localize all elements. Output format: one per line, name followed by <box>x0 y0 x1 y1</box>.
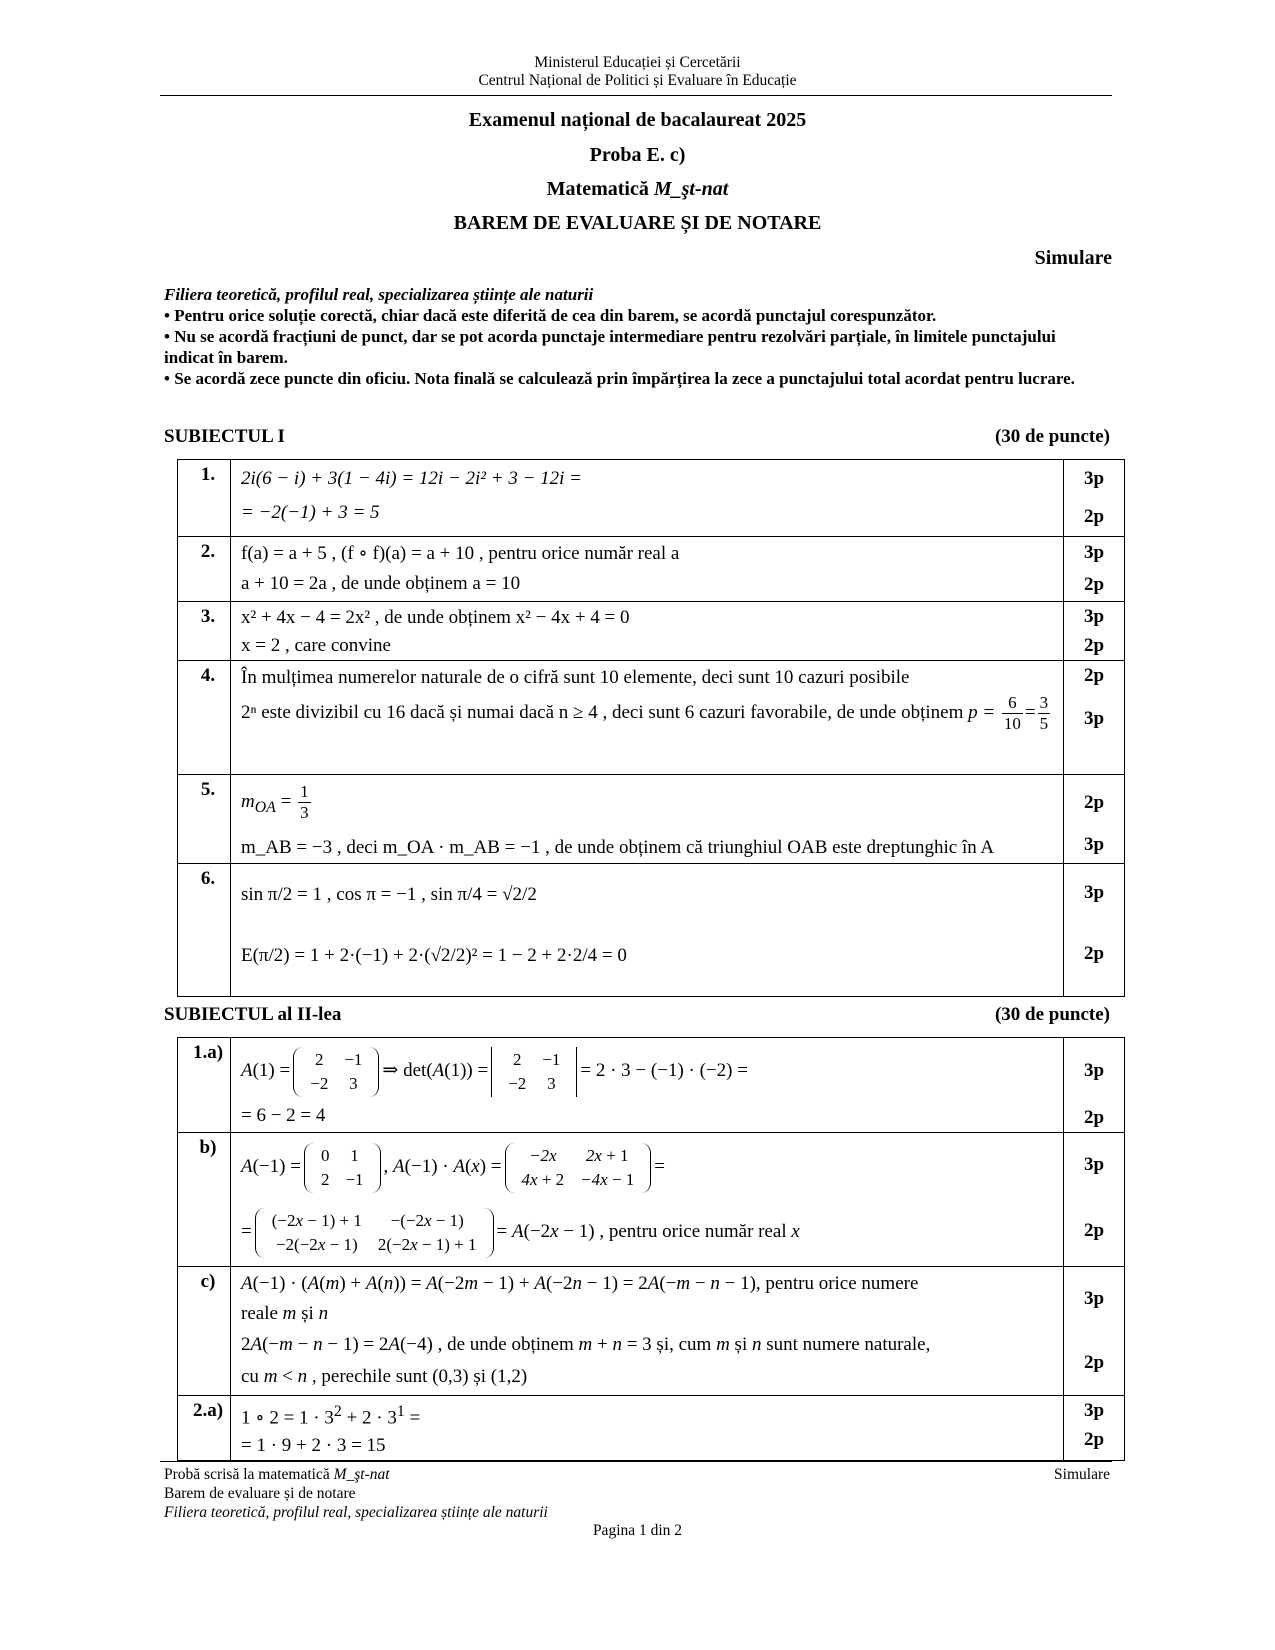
points-value: 2p <box>1083 1107 1105 1128</box>
answer-line: x² + 4x − 4 = 2x² , de unde obținem x² − 4x + 4 = 0 <box>241 607 630 628</box>
table-row <box>178 1038 1125 1133</box>
points-value: 3p <box>1083 1400 1105 1421</box>
subject-profile: M_şt-nat <box>653 178 729 200</box>
subject1-heading <box>164 426 1110 448</box>
item-number: 3. <box>200 606 216 627</box>
answer-line: m_AB = −3 , deci m_OA · m_AB = −1 , de unde obținem că triunghiul OAB este dreptunghic în A <box>241 836 995 858</box>
answer-text: , pentru orice numere <box>755 1273 919 1294</box>
footer <box>164 1465 1110 1522</box>
header-divider <box>160 95 1112 96</box>
item-number: c) <box>200 1271 216 1292</box>
answer-line: = 1 · 9 + 2 · 3 = 15 <box>241 1435 386 1457</box>
exam-title: Examenul național de bacalaureat 2025 <box>468 109 807 131</box>
table-row <box>178 1133 1125 1267</box>
answer-text: , perechile sunt <box>307 1366 433 1387</box>
page-number: Pagina 1 din 2 <box>592 1522 683 1539</box>
det-label: det <box>403 1060 427 1081</box>
points-value: 3p <box>1083 708 1105 729</box>
answer-line: A(−1) · (A(m) + A(n)) = A(−2m − 1) + A(−2n − 1) = 2A(−m − n − 1), pentru orice numere <box>241 1273 919 1294</box>
answer-text: , de unde obținem <box>432 1334 579 1355</box>
note-1: • Pentru orice soluție corectă, chiar dacă este diferită de cea din barem, se acordă punctajul corespunzător. <box>164 306 937 325</box>
points-value: 3p <box>1083 1154 1105 1175</box>
points-value: 3p <box>1083 542 1105 563</box>
answer-line: În mulțimea numerelor naturale de o cifră sunt 10 elemente, deci sunt 10 cazuri posibile <box>241 667 910 688</box>
item-number: b) <box>199 1137 217 1158</box>
answer-line: 2A(−m − n − 1) = 2A(−4) , de unde obținem m + n = 3 și, cum m și n sunt numere naturale, <box>241 1334 931 1355</box>
formula: m <box>241 791 255 812</box>
answer-text: , pentru orice număr real <box>594 1221 792 1242</box>
answer-line: $m_{OA}$ = $\frac{1}{3}$ <box>241 782 309 823</box>
ministry-name: Ministerul Educației și Cercetării <box>534 54 741 71</box>
determinant: 2 −1 −2 3 <box>491 1047 577 1097</box>
item-number: 2.a) <box>192 1400 224 1421</box>
table-row <box>178 1267 1125 1396</box>
answer-text: și <box>468 1366 491 1387</box>
footer-profile: M_şt-nat <box>333 1466 390 1483</box>
item-number: 4. <box>200 665 216 686</box>
subject1-title: SUBIECTUL I <box>164 426 285 447</box>
subject1-points: (30 de puncte) <box>994 426 1110 447</box>
formula: p = <box>968 701 996 723</box>
item-number: 5. <box>200 779 216 800</box>
matrix: 0 1 2 −1 <box>304 1143 381 1193</box>
points-value: 2p <box>1083 635 1105 656</box>
table-row <box>178 661 1125 775</box>
footer-line-3: Filiera teoretică, profilul real, specializarea științe ale naturii <box>164 1504 548 1521</box>
answer-line: = −2(−1) + 3 = 5 <box>241 502 380 523</box>
footer-line-1 <box>164 1465 1110 1484</box>
answer-line: E(π/2) = 1 + 2·(−1) + 2·(√2/2)² = 1 − 2 + 2·2/4 = 0 <box>241 944 627 966</box>
footer-session: Simulare <box>1054 1466 1110 1483</box>
fraction: $\frac{3}{5}$ <box>1039 693 1049 733</box>
ministry-header <box>0 54 1275 90</box>
answer-line: 2ⁿ este divizibil cu 16 dacă și numai dacă n ≥ 4 , deci sunt 6 cazuri favorabile, de unde obținem p = $\frac{6}{10}$ = $\frac{3}{5}$ <box>241 693 1049 733</box>
answer-line: x = 2 , care convine <box>241 635 391 656</box>
answer-line: sin π/2 = 1 , cos π = −1 , sin π/4 = √2/2 <box>241 883 537 905</box>
item-number: 6. <box>200 867 216 889</box>
center-name: Centrul Național de Politici și Evaluare în Educație <box>478 72 797 89</box>
subject2-points: (30 de puncte) <box>994 1004 1110 1025</box>
points-value: 3p <box>1083 881 1105 903</box>
fraction: $\frac{1}{3}$ <box>300 782 309 823</box>
subject2-table <box>177 1037 1125 1461</box>
item-number: 1. <box>200 464 216 485</box>
points-value: 2p <box>1083 1429 1105 1450</box>
answer-text: reale <box>241 1303 283 1324</box>
points-value: 2p <box>1083 574 1105 595</box>
points-value: 2p <box>1083 1220 1105 1241</box>
points-value: 3p <box>1083 1288 1105 1309</box>
subject-prefix: Matematică <box>546 178 654 200</box>
table-row <box>178 863 1125 996</box>
answer-line: 2i(6 − i) + 3(1 − 4i) = 12i − 2i² + 3 − 12i = <box>241 468 582 489</box>
footer-divider <box>160 1461 1112 1462</box>
answer-text: cu <box>241 1366 264 1387</box>
note-3: • Se acordă zece puncte din oficiu. Nota finală se calculează prin împărțirea la zece a punctajului total acordat pentru lucrare. <box>164 369 1075 388</box>
answer-line: = (−2x − 1) + 1 −(−2x − 1) −2(−2x − 1) 2(−2x − 1) + 1 = A(−2x − 1) , pentru orice număr real x <box>241 1199 1055 1265</box>
points-value: 2p <box>1083 942 1105 964</box>
table-row <box>178 537 1125 602</box>
session-label: Simulare <box>1034 247 1112 269</box>
points-value: 2p <box>1083 506 1105 527</box>
answer-text: 2ⁿ este divizibil cu 16 dacă și numai dacă n ≥ 4 , deci sunt 6 cazuri favorabile, de unde obținem <box>241 701 964 723</box>
item-number: 1.a) <box>192 1042 224 1063</box>
points-value: 3p <box>1083 834 1105 855</box>
answer-line: reale m și n <box>241 1303 329 1324</box>
note-2: • Nu se acordă fracțiuni de punct, dar se pot acorda punctaje intermediare pentru rezolvări parțiale, în limitele punctajului indicat în barem. <box>164 327 1056 367</box>
footer-text: Probă scrisă la matematică <box>164 1466 334 1483</box>
answer-line: A(1) = 2 −1 −2 3 ⇒ det(A(1)) = 2 −1 −2 3 = 2 · 3 − (−1) · (−2) = <box>241 1040 1055 1102</box>
barem-title: BAREM DE EVALUARE ȘI DE NOTARE <box>453 212 822 234</box>
table-row <box>178 775 1125 864</box>
answer-text: sunt numere naturale, <box>766 1334 931 1355</box>
subject1-table <box>177 459 1125 997</box>
filiera-line: Filiera teoretică, profilul real, specializarea științe ale naturii <box>164 285 594 304</box>
points-value: 3p <box>1083 468 1105 489</box>
table-row <box>178 1396 1125 1461</box>
answer-line: a + 10 = 2a , de unde obținem a = 10 <box>241 573 521 594</box>
answer-line: f(a) = a + 5 , (f ∘ f)(a) = a + 10 , pentru orice număr real a <box>241 543 680 564</box>
subject2-title: SUBIECTUL al II-lea <box>164 1004 342 1025</box>
answer-line: cu m < n , perechile sunt (0,3) și (1,2) <box>241 1366 528 1387</box>
points-value: 2p <box>1083 792 1105 813</box>
subject2-heading <box>164 1004 1110 1026</box>
answer-text: și <box>729 1334 752 1355</box>
table-row <box>178 460 1125 537</box>
matrix: −2x 2x + 1 4x + 2 −4x − 1 <box>505 1143 652 1193</box>
footer-line-2: Barem de evaluare și de notare <box>164 1485 356 1502</box>
subject-title <box>0 178 1275 201</box>
item-number: 2. <box>200 541 216 562</box>
answer-line: 1 ∘ $2 = 1 \cdot 3^2 + 2 \cdot 3^1$ = <box>241 1403 421 1429</box>
answer-text: și, cum <box>656 1334 717 1355</box>
matrix: (−2x − 1) + 1 −(−2x − 1) −2(−2x − 1) 2(−2x − 1) + 1 <box>255 1208 494 1258</box>
answer-text: și <box>296 1303 319 1324</box>
fraction: $\frac{6}{10}$ <box>1003 693 1021 733</box>
answer-line: A(−1) = 0 1 2 −1 , A(−1) · A(x) = −2x 2x + 1 4x + 2 −4x − 1 = <box>241 1135 1055 1199</box>
points-value: 3p <box>1083 606 1105 627</box>
points-value: 3p <box>1083 1060 1105 1081</box>
points-value: 2p <box>1083 665 1105 686</box>
proba-title: Proba E. c) <box>589 144 686 166</box>
points-value: 2p <box>1083 1352 1105 1373</box>
matrix: 2 −1 −2 3 <box>293 1047 379 1097</box>
instructions <box>164 284 1110 389</box>
table-row <box>178 602 1125 661</box>
answer-line: = 6 − 2 = 4 <box>241 1105 326 1126</box>
